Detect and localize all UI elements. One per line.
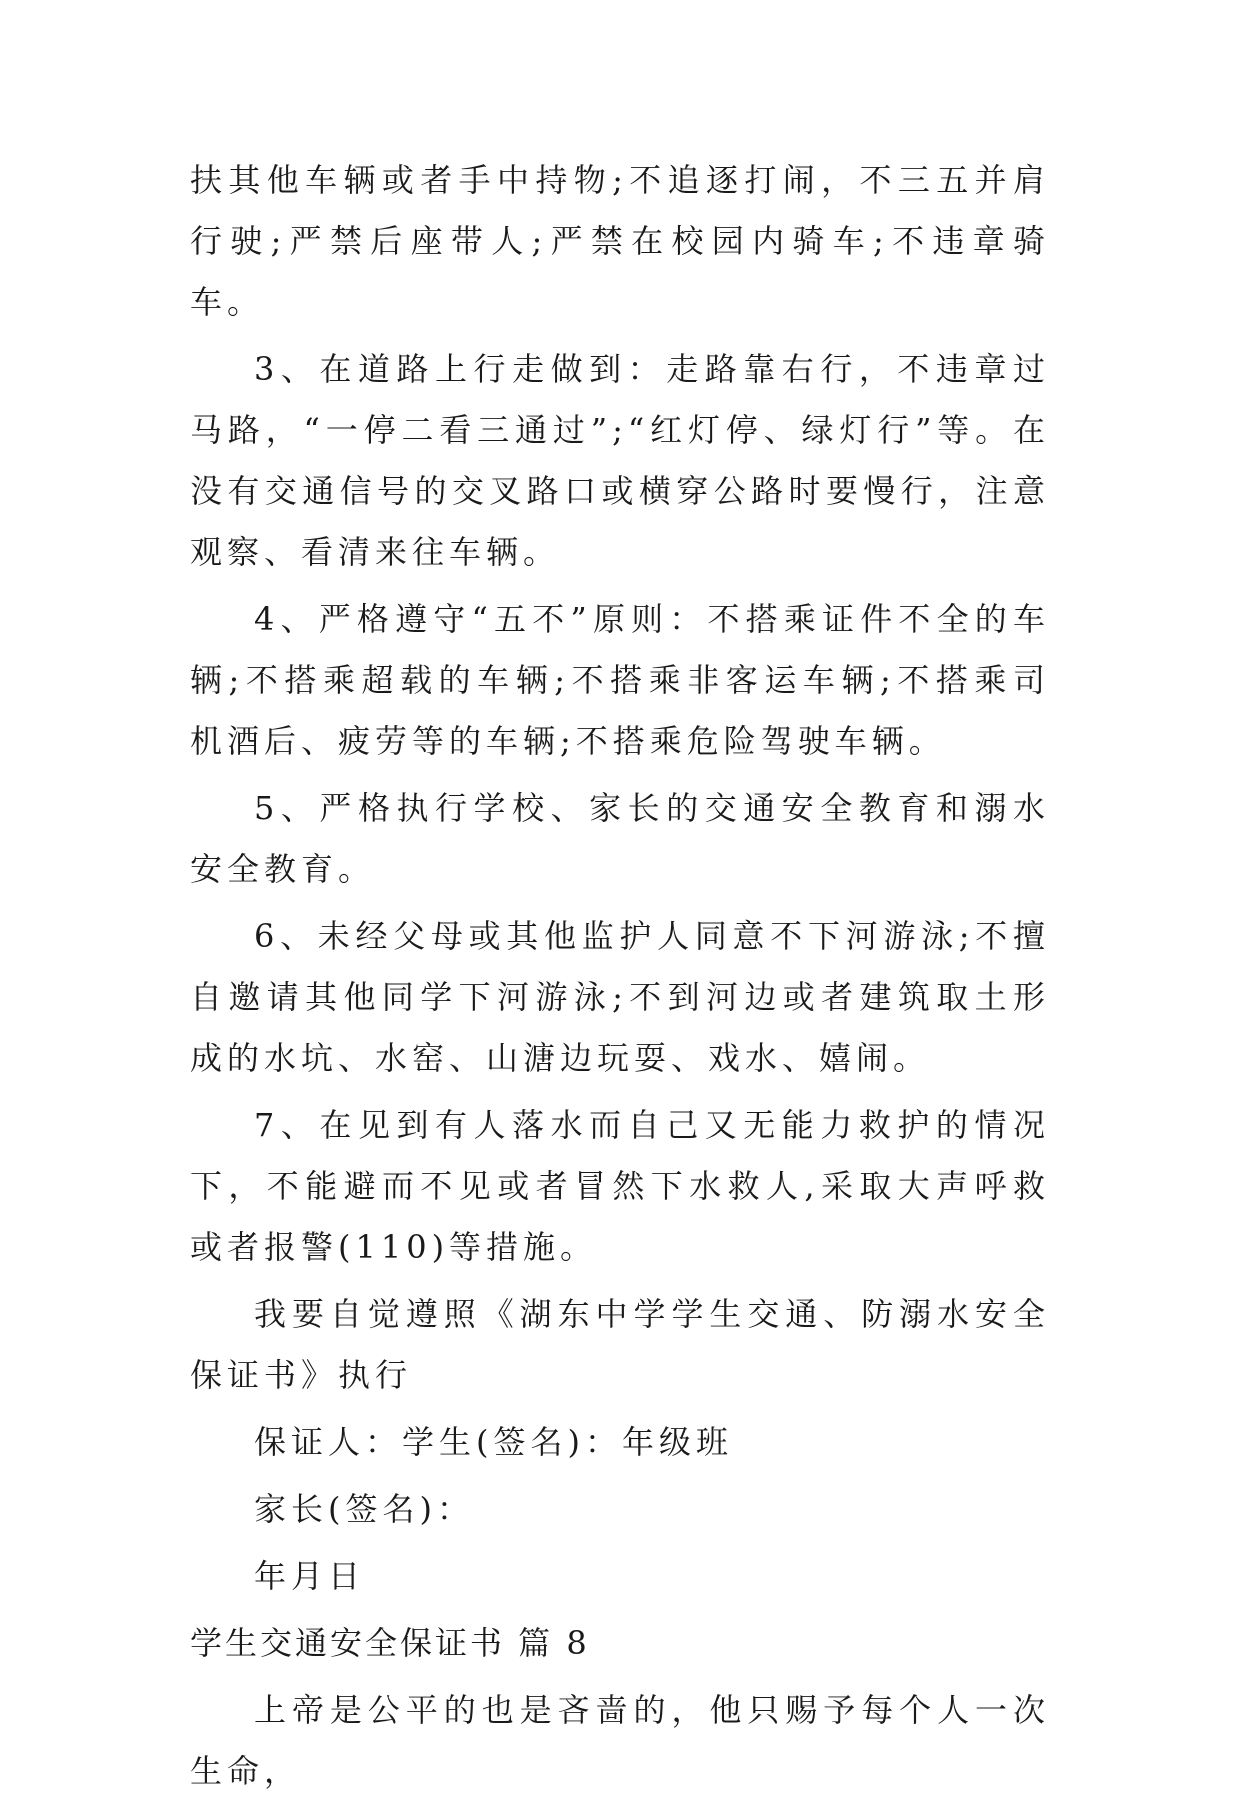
body-paragraph: 我要自觉遵照《湖东中学学生交通、防溺水安全保证书》执行	[190, 1295, 1050, 1394]
body-paragraph: 扶其他车辆或者手中持物;不追逐打闹，不三五并肩行驶;严禁后座带人;严禁在校园内骑车;不违章骑车。	[190, 161, 1050, 321]
section-heading: 学生交通安全保证书 篇 8	[190, 1624, 590, 1662]
body-paragraph: 上帝是公平的也是吝啬的，他只赐予每个人一次生命，	[190, 1691, 1050, 1790]
document-page	[190, 150, 1050, 1808]
body-paragraph: 6、未经父母或其他监护人同意不下河游泳;不擅自邀请其他同学下河游泳;不到河边或者建筑取土形成的水坑、水窑、山溏边玩耍、戏水、嬉闹。	[190, 917, 1050, 1077]
body-paragraph: 7、在见到有人落水而自己又无能力救护的情况下，不能避而不见或者冒然下水救人,采取大声呼救或者报警(110)等措施。	[190, 1106, 1050, 1266]
body-paragraph: 4、严格遵守“五不”原则：不搭乘证件不全的车辆;不搭乘超载的车辆;不搭乘非客运车辆;不搭乘司机酒后、疲劳等的车辆;不搭乘危险驾驶车辆。	[190, 600, 1050, 760]
date-line: 年月日	[254, 1557, 366, 1595]
body-paragraph: 5、严格执行学校、家长的交通安全教育和溺水安全教育。	[190, 789, 1050, 888]
parent-signature-line: 家长(签名)：	[254, 1490, 474, 1528]
guarantor-signature-line: 保证人：学生(签名)：年级班	[254, 1423, 733, 1461]
body-paragraph: 3、在道路上行走做到：走路靠右行，不违章过马路，“一停二看三通过”;“红灯停、绿灯行”等。在没有交通信号的交叉路口或横穿公路时要慢行，注意观察、看清来往车辆。	[190, 350, 1050, 571]
